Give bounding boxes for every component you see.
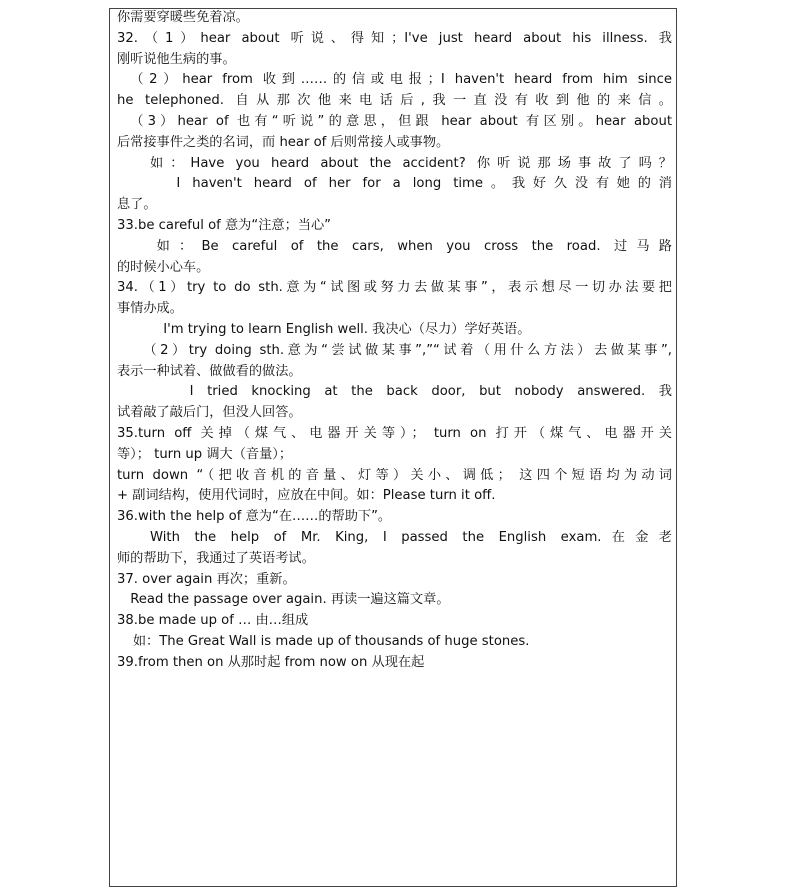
text-line: 事情办成。 [117, 301, 183, 317]
text-line: 你需要穿暖些免着凉。 [117, 10, 249, 25]
text-line: 表示一种试着、做做看的做法。 [117, 363, 302, 379]
text-line: 35.turn off 关掉（煤气、电器开关等）； turn on 打开（煤气、电器开关 [117, 425, 672, 441]
text-line: （2）hear from 收到……的信或电报；I haven't heard from him since [130, 72, 672, 88]
text-line: 32.（1）hear about 听说、得知；I've just heard about his illness. 我 [117, 30, 672, 46]
text-line: 的时候小心车。 [117, 259, 210, 275]
text-line: 34.（1）try to do sth.意为“试图或努力去做某事”，表示想尽一切办法要把 [117, 280, 672, 296]
text-line: 如：Have you heard about the accident? 你听说那场事故了吗？ [150, 155, 672, 171]
text-line: （3）hear of 也有“听说”的意思，但跟 hear about 有区别。hear about [130, 113, 672, 129]
text-line: Read the passage over again. 再读一遍这篇文章。 [130, 592, 450, 608]
text-line: 如：The Great Wall is made up of thousands of huge stones. [132, 633, 530, 649]
text-line: 38.be made up of … 由…组成 [117, 613, 309, 629]
text-line: With the help of Mr. King, I passed the English exam.在金老 [150, 529, 672, 545]
text-line: + 副词结构，使用代词时，应放在中间。如：Please turn it off. [117, 488, 496, 504]
document-body [117, 8, 672, 674]
text-line: I tried knocking at the back door, but nobody answered. 我 [189, 384, 672, 400]
text-line: I'm trying to learn English well. 我决心（尽力）学好英语。 [163, 321, 531, 337]
text-line: 39.from then on 从那时起 from now on 从现在起 [117, 654, 425, 670]
text-line: he telephoned. 自从那次他来电话后,我一直没有收到他的来信。 [117, 93, 672, 109]
text-line: 后常接事件之类的名词，而 hear of 后则常接人或事物。 [117, 134, 450, 150]
text-line: 试着敲了敲后门，但没人回答。 [117, 405, 302, 421]
text-line: 37. over again 再次；重新。 [117, 571, 296, 587]
text-line: 等）； turn up 调大（音量）； [117, 446, 293, 462]
text-line: 息了。 [117, 197, 157, 213]
text-line: （2）try doing sth.意为“尝试做某事”,”“试着（用什么方法）去做某事”, [143, 342, 672, 358]
text-line: 36.with the help of 意为“在……的帮助下”。 [117, 509, 392, 525]
text-line: 如：Be careful of the cars, when you cross the road. 过马路 [156, 238, 672, 254]
text-line: turn down “（把收音机的音量、灯等）关小、调低； 这四个短语均为动词 [117, 467, 672, 483]
text-line: 刚听说他生病的事。 [117, 51, 236, 67]
text-line: I haven't heard of her for a long time。我好久没有她的消 [176, 176, 672, 192]
text-line: 33.be careful of 意为“注意；当心” [117, 217, 331, 233]
text-line: 师的帮助下，我通过了英语考试。 [117, 550, 315, 566]
